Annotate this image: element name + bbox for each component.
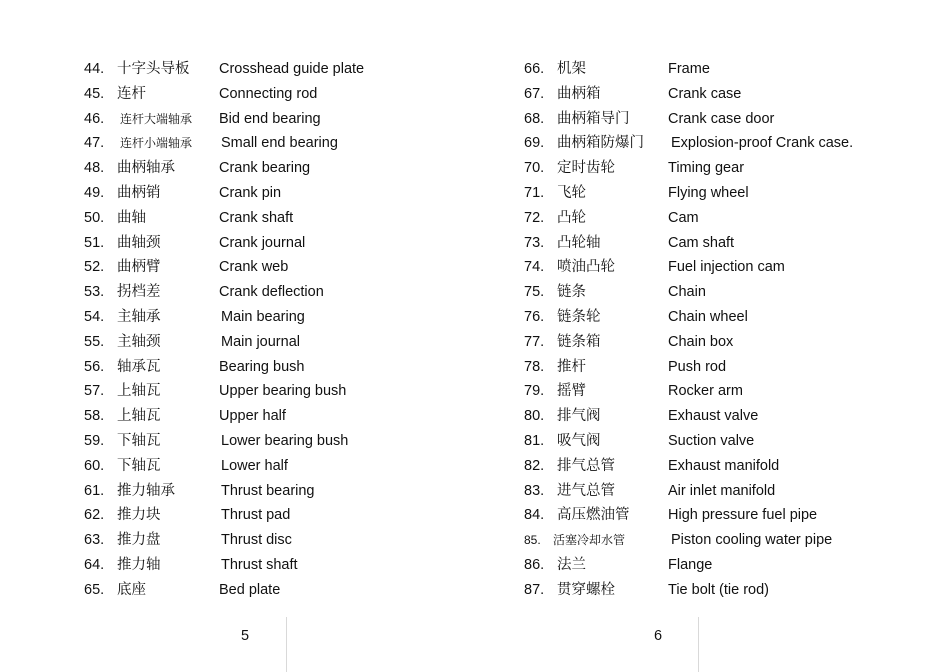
glossary-entry <box>84 479 484 504</box>
entry-number: 76. <box>524 308 545 325</box>
entry-english-term: Timing gear <box>668 160 745 177</box>
glossary-entry <box>524 156 924 181</box>
glossary-entry <box>524 404 924 429</box>
right-glossary-column <box>524 57 924 603</box>
entry-english-term: Suction valve <box>668 432 755 449</box>
entry-english-term: Thrust disc <box>221 532 292 549</box>
entry-number: 66. <box>524 61 545 77</box>
entry-chinese-term: 曲柄臂 <box>117 259 161 276</box>
entry-chinese-term: 链条 <box>557 284 586 301</box>
entry-number: 54. <box>84 308 105 325</box>
entry-chinese-term: 推杆 <box>557 358 586 375</box>
entry-english-term: Lower half <box>221 457 288 474</box>
entry-number: 60. <box>84 457 105 474</box>
entry-chinese-term: 曲轴颈 <box>117 234 161 251</box>
entry-english-term: Main journal <box>221 333 300 350</box>
glossary-entry <box>84 379 484 404</box>
entry-number: 82. <box>524 457 545 474</box>
entry-english-term: Flange <box>668 556 713 573</box>
entry-number: 56. <box>84 358 105 375</box>
entry-number: 78. <box>524 358 545 375</box>
entry-number: 47. <box>84 135 105 152</box>
entry-english-term: Fuel injection cam <box>668 259 785 276</box>
entry-number: 46. <box>84 110 105 127</box>
entry-number: 83. <box>524 482 545 499</box>
entry-number: 85. <box>524 533 541 548</box>
entry-english-term: Main bearing <box>221 308 305 325</box>
entry-number: 49. <box>84 184 105 201</box>
glossary-entry <box>84 553 484 578</box>
entry-number: 69. <box>524 135 545 152</box>
entry-number: 72. <box>524 209 545 226</box>
entry-number: 52. <box>84 259 105 276</box>
entry-english-term: Push rod <box>668 358 727 375</box>
entry-chinese-term: 推力轴承 <box>117 482 175 499</box>
entry-english-term: Piston cooling water pipe <box>671 532 833 549</box>
entry-number: 81. <box>524 432 545 449</box>
entry-english-term: Small end bearing <box>221 135 338 152</box>
glossary-entry <box>524 231 924 256</box>
entry-number: 59. <box>84 432 105 449</box>
entry-english-term: Exhaust manifold <box>668 457 780 474</box>
glossary-entry <box>524 305 924 330</box>
entry-number: 84. <box>524 507 545 524</box>
glossary-entry <box>84 305 484 330</box>
entry-chinese-term: 曲柄箱导门 <box>557 110 630 127</box>
glossary-entry <box>84 330 484 355</box>
entry-chinese-term: 摇臂 <box>557 383 586 400</box>
entry-chinese-term: 高压燃油管 <box>557 507 630 524</box>
entry-chinese-term: 推力盘 <box>117 532 161 549</box>
entry-english-term: Chain <box>668 284 706 301</box>
glossary-entry <box>84 131 484 156</box>
entry-number: 45. <box>84 85 105 102</box>
page-number-left: 5 <box>241 628 250 644</box>
glossary-entry <box>84 255 484 280</box>
entry-chinese-term: 吸气阀 <box>557 432 601 449</box>
entry-chinese-term: 连杆 <box>117 85 146 102</box>
page-divider <box>286 617 287 672</box>
entry-number: 65. <box>84 581 105 598</box>
entry-chinese-term: 曲柄箱防爆门 <box>557 135 644 152</box>
glossary-entry <box>84 206 484 231</box>
glossary-entry <box>524 57 924 82</box>
glossary-entry <box>524 479 924 504</box>
entry-number: 70. <box>524 160 545 177</box>
glossary-entry <box>84 578 484 603</box>
glossary-entry <box>84 231 484 256</box>
entry-chinese-term: 链条箱 <box>557 333 601 350</box>
entry-english-term: Flying wheel <box>668 184 749 201</box>
entry-english-term: Exhaust valve <box>668 408 759 425</box>
entry-english-term: Air inlet manifold <box>668 482 776 499</box>
glossary-entry <box>524 107 924 132</box>
glossary-entry <box>84 528 484 553</box>
entry-chinese-term: 上轴瓦 <box>117 383 161 400</box>
entry-number: 62. <box>84 507 105 524</box>
glossary-entry <box>84 107 484 132</box>
entry-number: 44. <box>84 61 105 77</box>
glossary-entry <box>524 578 924 603</box>
entry-number: 61. <box>84 482 105 499</box>
entry-english-term: Crank web <box>219 259 289 276</box>
glossary-entry <box>524 131 924 156</box>
left-glossary-column <box>84 57 484 603</box>
entry-chinese-term: 下轴瓦 <box>117 432 161 449</box>
entry-number: 51. <box>84 234 105 251</box>
entry-number: 80. <box>524 408 545 425</box>
glossary-entry <box>524 280 924 305</box>
glossary-entry <box>524 528 924 553</box>
entry-english-term: Bearing bush <box>219 358 305 375</box>
glossary-entry <box>84 503 484 528</box>
entry-chinese-term: 拐档差 <box>117 284 161 301</box>
glossary-entry <box>84 280 484 305</box>
entry-english-term: Lower bearing bush <box>221 432 349 449</box>
entry-number: 58. <box>84 408 105 425</box>
glossary-entry <box>84 57 484 82</box>
entry-number: 53. <box>84 284 105 301</box>
entry-number: 75. <box>524 284 545 301</box>
entry-english-term: Bid end bearing <box>219 110 321 127</box>
glossary-entry <box>524 82 924 107</box>
glossary-entry <box>524 429 924 454</box>
entry-english-term: Rocker arm <box>668 383 743 400</box>
entry-chinese-term: 活塞冷却水管 <box>553 533 626 548</box>
glossary-entry <box>524 206 924 231</box>
glossary-entry <box>524 355 924 380</box>
entry-number: 50. <box>84 209 105 226</box>
entry-chinese-term: 轴承瓦 <box>117 358 161 375</box>
entry-number: 55. <box>84 333 105 350</box>
glossary-entry <box>84 404 484 429</box>
entry-chinese-term: 贯穿螺栓 <box>557 581 615 598</box>
entry-number: 48. <box>84 160 105 177</box>
entry-number: 74. <box>524 259 545 276</box>
glossary-entry <box>524 181 924 206</box>
entry-english-term: Explosion-proof Crank case. <box>671 135 854 152</box>
entry-english-term: Thrust pad <box>221 507 291 524</box>
entry-english-term: Cam shaft <box>668 234 735 251</box>
page-number-right: 6 <box>654 628 663 644</box>
glossary-entry <box>524 330 924 355</box>
entry-chinese-term: 曲柄销 <box>117 184 161 201</box>
entry-english-term: Crosshead guide plate <box>219 61 365 77</box>
glossary-entry <box>84 429 484 454</box>
entry-english-term: Crank deflection <box>219 284 324 301</box>
glossary-entry <box>524 379 924 404</box>
entry-chinese-term: 上轴瓦 <box>117 408 161 425</box>
entry-chinese-term: 连杆大端轴承 <box>120 111 193 126</box>
entry-chinese-term: 底座 <box>117 581 146 598</box>
entry-chinese-term: 曲柄轴承 <box>117 160 175 177</box>
entry-chinese-term: 链条轮 <box>557 308 601 325</box>
glossary-entry <box>524 553 924 578</box>
entry-english-term: Crank bearing <box>219 160 311 177</box>
entry-english-term: Tie bolt (tie rod) <box>668 581 769 598</box>
entry-english-term: High pressure fuel pipe <box>668 507 818 524</box>
entry-number: 73. <box>524 234 545 251</box>
entry-chinese-term: 进气总管 <box>557 482 615 499</box>
entry-chinese-term: 连杆小端轴承 <box>120 136 193 151</box>
entry-chinese-term: 飞轮 <box>557 184 586 201</box>
glossary-entry <box>524 255 924 280</box>
entry-english-term: Upper bearing bush <box>219 383 347 400</box>
entry-english-term: Upper half <box>219 408 286 425</box>
entry-english-term: Crank case door <box>668 110 775 127</box>
page-divider <box>698 617 699 672</box>
glossary-entry <box>524 503 924 528</box>
entry-chinese-term: 凸轮 <box>557 209 586 226</box>
entry-chinese-term: 法兰 <box>557 556 586 573</box>
entry-english-term: Bed plate <box>219 581 281 598</box>
entry-number: 77. <box>524 333 545 350</box>
entry-english-term: Thrust bearing <box>221 482 315 499</box>
entry-chinese-term: 机架 <box>557 61 586 77</box>
entry-number: 64. <box>84 556 105 573</box>
entry-chinese-term: 主轴承 <box>117 308 161 325</box>
entry-number: 87. <box>524 581 545 598</box>
entry-english-term: Crank journal <box>219 234 306 251</box>
entry-chinese-term: 推力块 <box>117 507 161 524</box>
glossary-entry <box>524 454 924 479</box>
entry-english-term: Connecting rod <box>219 85 318 102</box>
glossary-entry <box>84 181 484 206</box>
entry-chinese-term: 下轴瓦 <box>117 457 161 474</box>
entry-number: 79. <box>524 383 545 400</box>
entry-chinese-term: 十字头导板 <box>117 61 190 77</box>
entry-english-term: Chain box <box>668 333 734 350</box>
entry-english-term: Crank case <box>668 85 742 102</box>
entry-chinese-term: 推力轴 <box>117 556 161 573</box>
entry-number: 68. <box>524 110 545 127</box>
entry-chinese-term: 喷油凸轮 <box>557 259 615 276</box>
glossary-entry <box>84 82 484 107</box>
glossary-entry <box>84 156 484 181</box>
entry-number: 63. <box>84 532 105 549</box>
entry-chinese-term: 排气阀 <box>557 408 601 425</box>
glossary-entry <box>84 454 484 479</box>
entry-english-term: Crank pin <box>219 184 282 201</box>
glossary-entry <box>84 355 484 380</box>
entry-english-term: Cam <box>668 209 699 226</box>
entry-chinese-term: 排气总管 <box>557 457 615 474</box>
entry-number: 67. <box>524 85 545 102</box>
entry-english-term: Thrust shaft <box>221 556 298 573</box>
entry-number: 71. <box>524 184 545 201</box>
entry-chinese-term: 曲轴 <box>117 209 146 226</box>
entry-chinese-term: 主轴颈 <box>117 333 161 350</box>
entry-chinese-term: 定时齿轮 <box>557 160 615 177</box>
entry-chinese-term: 曲柄箱 <box>557 85 601 102</box>
entry-number: 86. <box>524 556 545 573</box>
entry-chinese-term: 凸轮轴 <box>557 234 601 251</box>
entry-english-term: Crank shaft <box>219 209 294 226</box>
entry-english-term: Frame <box>668 61 710 77</box>
entry-english-term: Chain wheel <box>668 308 748 325</box>
entry-number: 57. <box>84 383 105 400</box>
